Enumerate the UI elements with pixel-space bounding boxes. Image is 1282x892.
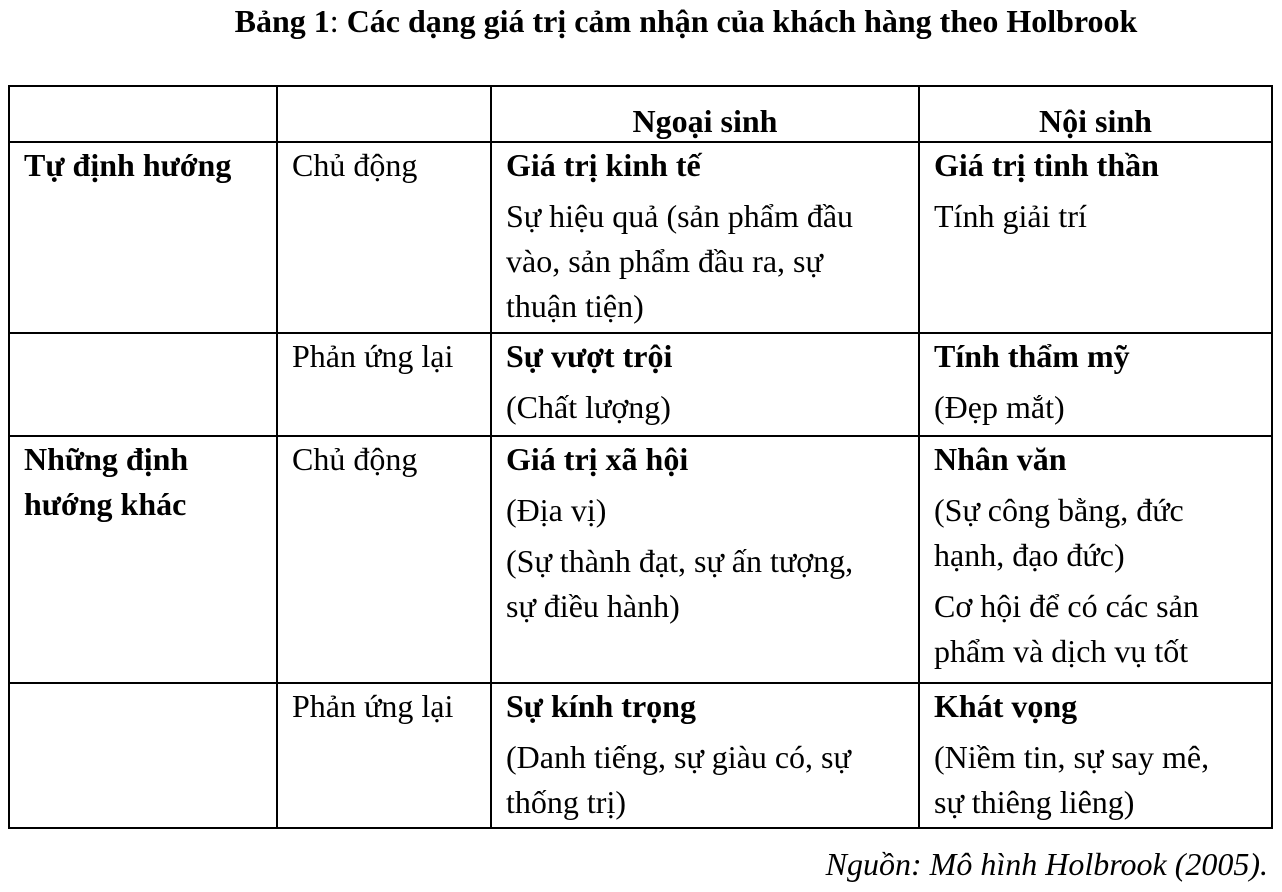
value-description-line: sự thiêng liêng) (934, 784, 1135, 820)
type-cell (277, 436, 491, 683)
orientation-label: Tự định hướng (24, 147, 232, 183)
type-label: Phản ứng lại (292, 688, 454, 724)
table-row (9, 142, 1272, 333)
header-cell-intrinsic: Nội sinh (919, 86, 1272, 142)
value-description-line: (Sự thành đạt, sự ấn tượng, (506, 543, 854, 579)
value-description-line: (Danh tiếng, sự giàu có, sự (506, 739, 851, 775)
header-cell-blank-1 (9, 86, 277, 142)
value-heading: Giá trị xã hội (506, 441, 689, 477)
value-description-line: phẩm và dịch vụ tốt (934, 633, 1189, 669)
value-description-line: (Đẹp mắt) (934, 389, 1065, 425)
value-heading: Sự vượt trội (506, 338, 673, 374)
type-cell (277, 333, 491, 436)
intrinsic-cell (919, 333, 1272, 436)
type-label: Chủ động (292, 147, 418, 183)
orientation-cell (9, 436, 277, 683)
extrinsic-cell (491, 333, 919, 436)
value-description-line: Cơ hội để có các sản (934, 588, 1199, 624)
extrinsic-cell (491, 683, 919, 828)
value-description-line: (Địa vị) (506, 492, 607, 528)
orientation-label-line: hướng khác (24, 486, 187, 522)
type-cell (277, 142, 491, 333)
value-description-line: thuận tiện) (506, 288, 644, 324)
value-description-line: vào, sản phẩm đầu ra, sự (506, 243, 823, 279)
orientation-label-line: Những định (24, 441, 189, 477)
value-description-line: Sự hiệu quả (sản phẩm đầu (506, 198, 854, 234)
type-label: Phản ứng lại (292, 338, 454, 374)
extrinsic-cell (491, 436, 919, 683)
source-note: Nguồn: Mô hình Holbrook (2005). (825, 846, 1268, 882)
value-heading: Khát vọng (934, 688, 1078, 724)
header-cell-blank-2 (277, 86, 491, 142)
value-description-line: (Niềm tin, sự say mê, (934, 739, 1210, 775)
type-label: Chủ động (292, 441, 418, 477)
value-description-line: (Chất lượng) (506, 389, 671, 425)
orientation-cell (9, 683, 277, 828)
value-heading: Giá trị kinh tế (506, 147, 701, 183)
intrinsic-cell (919, 683, 1272, 828)
value-description-line: thống trị) (506, 784, 626, 820)
value-description-line: Tính giải trí (934, 198, 1087, 234)
header-row (9, 86, 1272, 142)
intrinsic-cell (919, 142, 1272, 333)
table-row (9, 333, 1272, 436)
value-heading: Sự kính trọng (506, 688, 696, 724)
table-title-label: Bảng 1 (234, 3, 330, 39)
table-row (9, 683, 1272, 828)
orientation-cell (9, 142, 277, 333)
extrinsic-cell (491, 142, 919, 333)
value-description-line: (Sự công bằng, đức (934, 492, 1184, 528)
intrinsic-cell (919, 436, 1272, 683)
value-heading: Tính thẩm mỹ (934, 338, 1130, 374)
holbrook-value-table (8, 85, 1273, 829)
table-row (9, 436, 1272, 683)
table-title-text: Các dạng giá trị cảm nhận của khách hàng theo Holbrook (346, 3, 1138, 39)
value-heading: Giá trị tinh thần (934, 147, 1159, 183)
table-title-separator: : (329, 3, 339, 39)
value-description-line: sự điều hành) (506, 588, 680, 624)
value-heading: Nhân văn (934, 441, 1067, 477)
value-description-line: hạnh, đạo đức) (934, 537, 1125, 573)
table-title (0, 0, 1282, 42)
header-cell-extrinsic: Ngoại sinh (491, 86, 919, 142)
type-cell (277, 683, 491, 828)
orientation-cell (9, 333, 277, 436)
